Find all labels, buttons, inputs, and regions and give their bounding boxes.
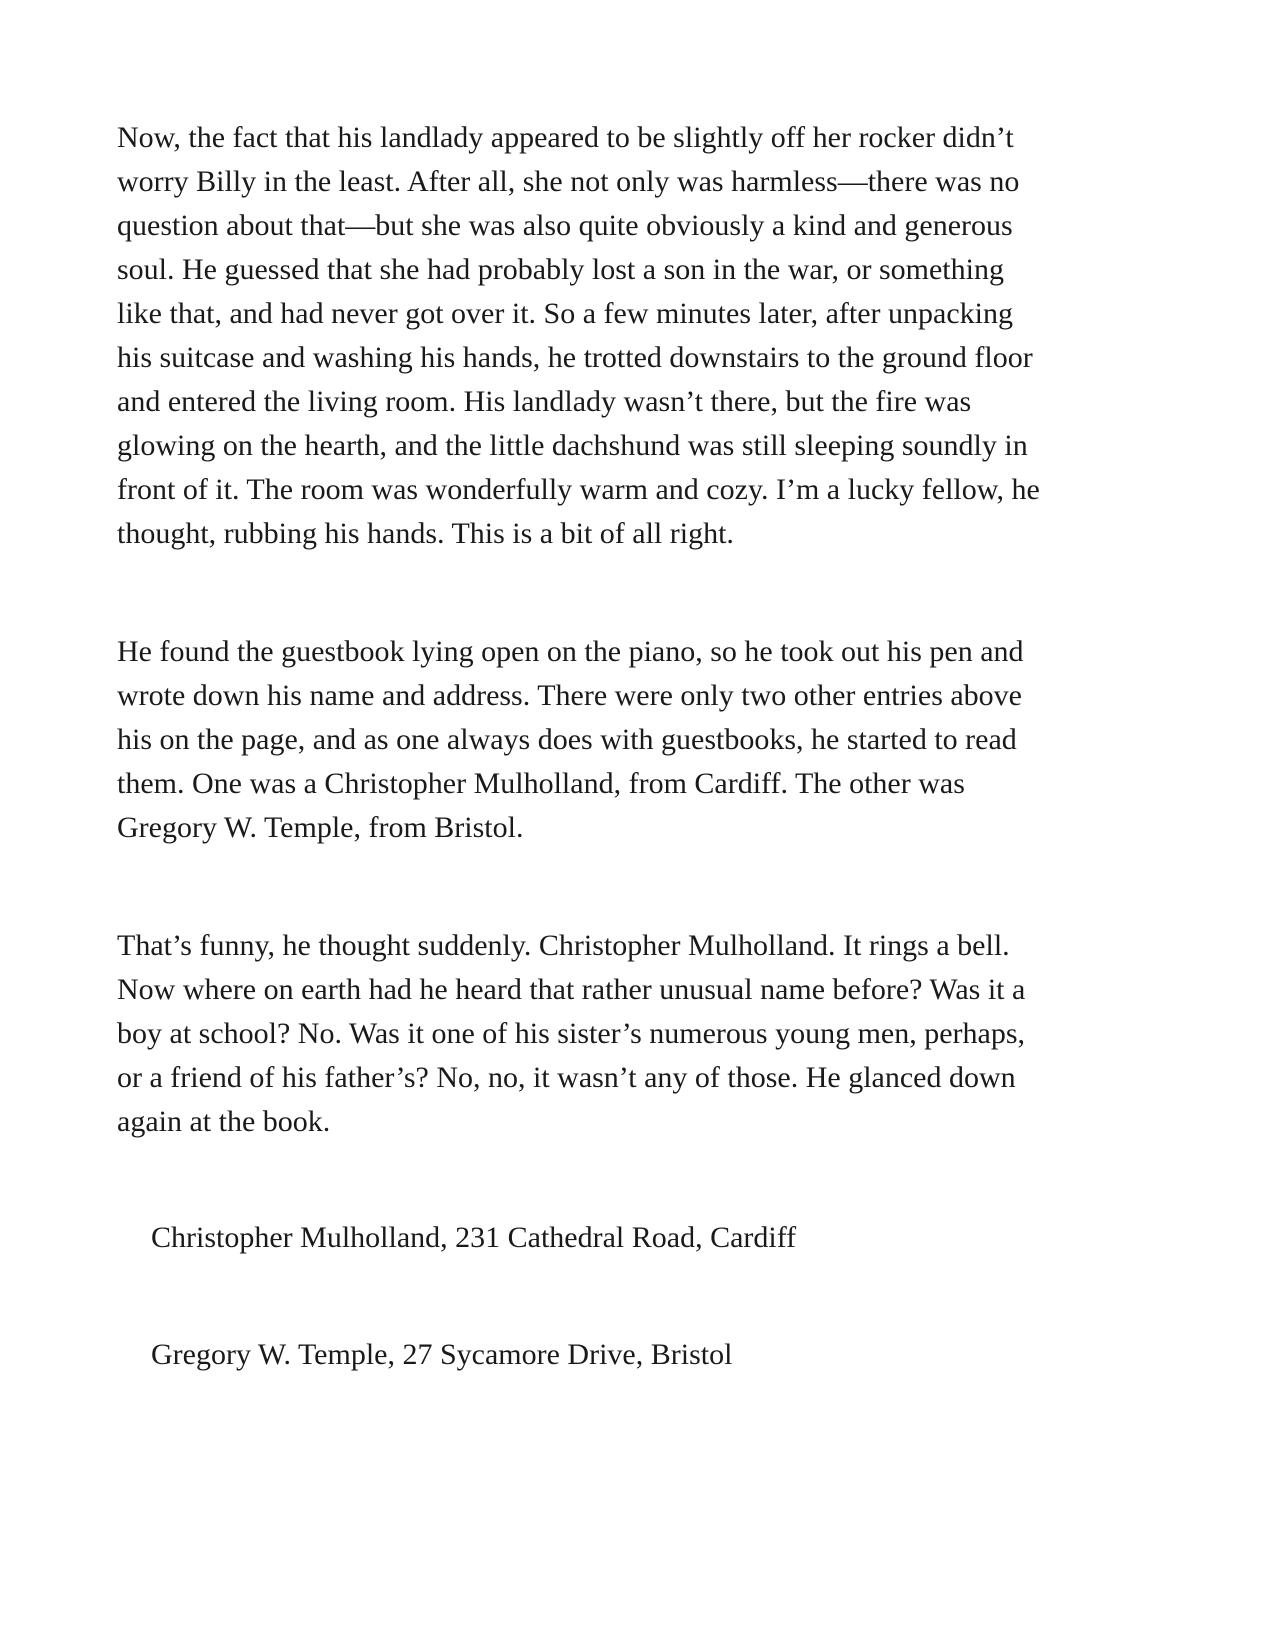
paragraph-rings-a-bell: That’s funny, he thought suddenly. Christopher Mulholland. It rings a bell. Now where on earth had he heard that rather unusual name before? Was it a boy at school? No. Was it one of his sister’s numerous young men, perhaps, or a friend of his father’s? No, no, it wasn’t any of those. He glanced down again at the book. bbox=[117, 929, 1026, 1138]
paragraph-guestbook: He found the guestbook lying open on the piano, so he took out his pen and wrote down his name and address. There were only two other entries above his on the page, and as one always does with guestbooks, he started to read them. One was a Christopher Mulholland, from Cardiff. The other was Gregory W. Temple, from Bristol. bbox=[117, 635, 1024, 844]
guestbook-entry-mulholland: Christopher Mulholland, 231 Cathedral Road, Cardiff bbox=[151, 1221, 797, 1254]
paragraph-landlady: Now, the fact that his landlady appeared to be slightly off her rocker didn’t worry Billy in the least. After all, she not only was harmless—there was no question about that—but she was also quite obviously a kind and generous soul. He guessed that she had probably lost a son in the war, or something like that, and had never got over it. So a few minutes later, after unpacking his suitcase and washing his hands, he trotted downstairs to the ground floor and entered the living room. His landlady wasn’t there, but the fire was glowing on the hearth, and the little dachshund was still sleeping soundly in front of it. The room was wonderfully warm and cozy. I’m a lucky fellow, he thought, rubbing his hands. This is a bit of all right. bbox=[117, 121, 1040, 550]
guestbook-entry-temple: Gregory W. Temple, 27 Sycamore Drive, Bristol bbox=[151, 1338, 733, 1371]
